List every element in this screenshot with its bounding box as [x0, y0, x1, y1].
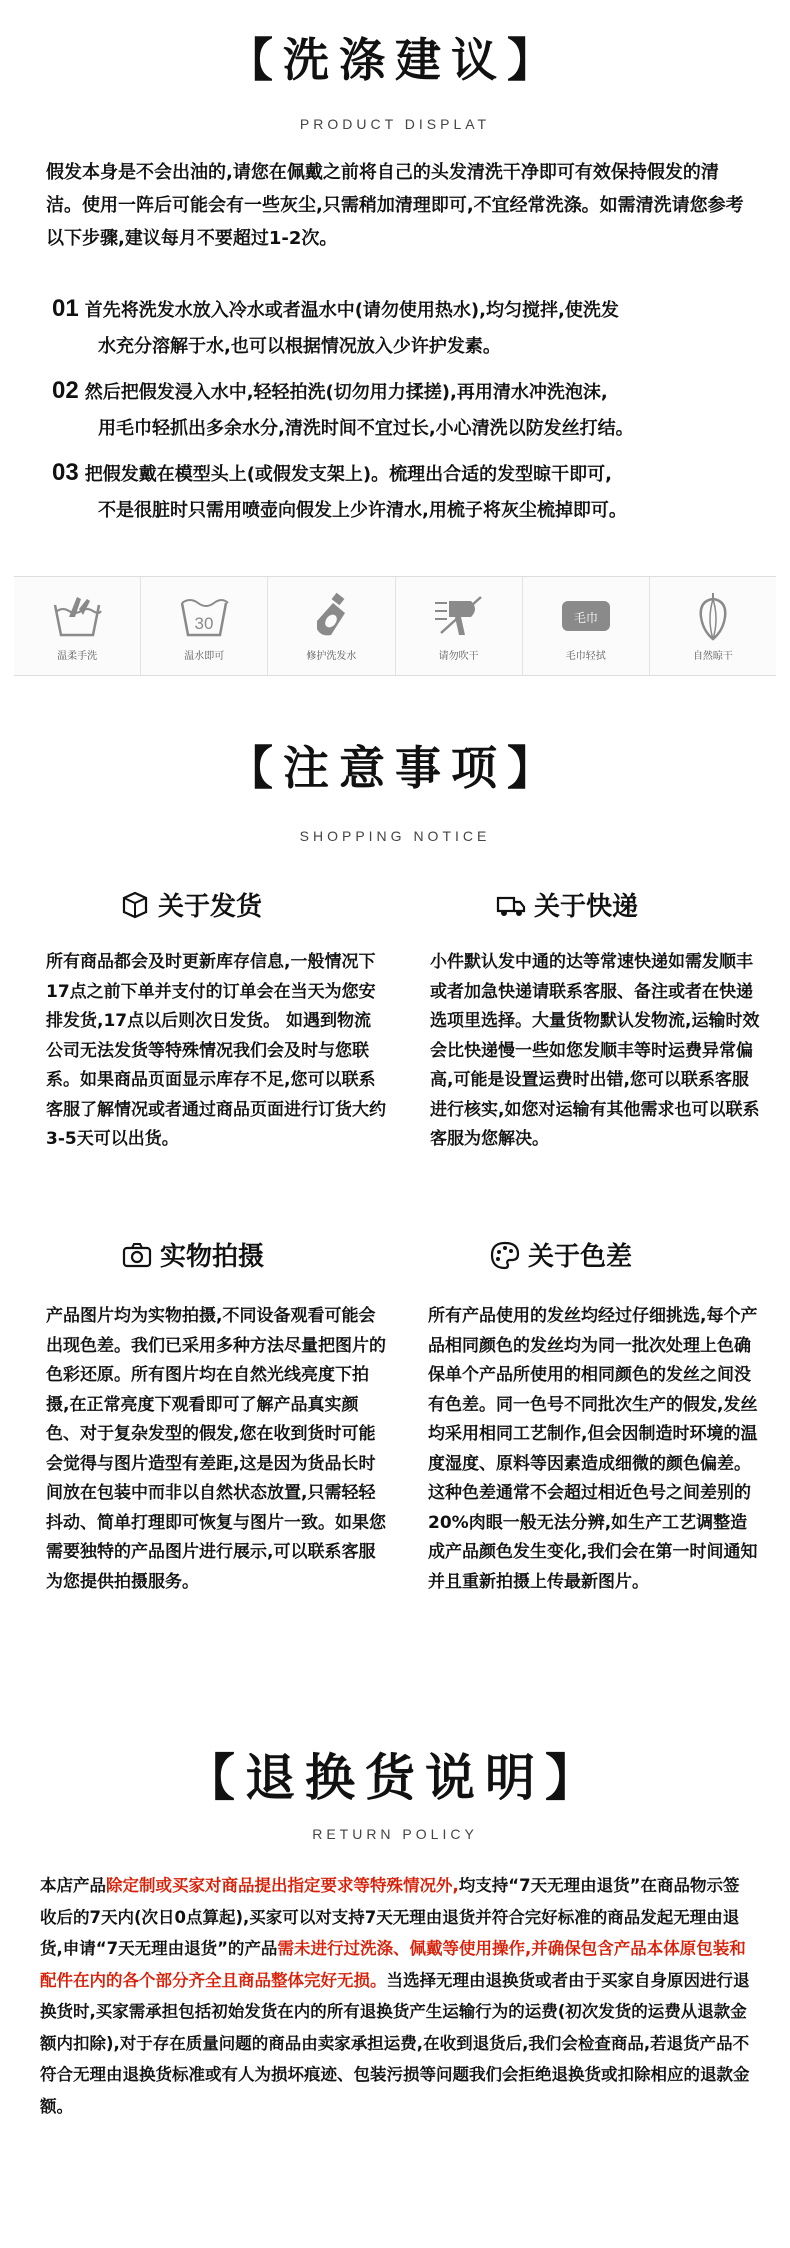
returns-policy-text	[40, 1870, 752, 2122]
step-line: 水充分溶解于水,也可以根据情况放入少许护发素。	[98, 336, 501, 357]
care-label: 温水即可	[184, 650, 225, 662]
returns-title: 【退换货说明】	[185, 1749, 605, 1807]
care-icon-text: 毛巾	[573, 610, 598, 625]
care-item-warm-water	[141, 577, 268, 675]
notice-title: 【注意事项】	[227, 741, 563, 795]
shampoo-bottle-icon	[303, 591, 359, 641]
palette-icon	[490, 1240, 520, 1270]
policy-segment: 均支持“7天无理由退货”在商品物示签收后的7天内(次日0点算起),买家可以对支持7天无理由退货并符合完好标准的商品发起无理由退货,申请“7天无理由退货”的产品	[40, 1876, 740, 1958]
wash-step-2	[52, 373, 762, 447]
step-number: 03	[52, 459, 79, 486]
wash-step-3	[52, 455, 762, 529]
step-line: 把假发戴在模型头上(或假发支架上)。梳理出合适的发型晾干即可,	[84, 464, 612, 485]
notice-body-photo: 产品图片均为实物拍摄,不同设备观看可能会出现色差。我们已采用多种方法尽量把图片的色彩还原。所有图片均在自然光线亮度下拍摄,在正常亮度下观看即可了解产品真实颜色、对于复杂发型的假发,您在收到货时可能会觉得与图片造型有差距,这是因为货品长时间放在包装中而非以自然状态放置,只需轻轻抖动、简单打理即可恢复与图片一致。如果您需要独特的产品图片进行展示,可以联系客服为您提供拍摄服务。	[46, 1306, 386, 1592]
wash-title: 【洗涤建议】	[227, 33, 563, 87]
notice-heading-color	[490, 1236, 632, 1273]
returns-subtitle: RETURN POLICY	[312, 1826, 478, 1842]
care-item-air-dry	[650, 577, 776, 675]
notice-body-delivery: 所有商品都会及时更新库存信息,一般情况下17点之前下单并支付的订单会在当天为您安排发货,17点以后则次日发货。 如遇到物流公司无法发货等特殊情况我们会及时与您联系。如果商品页面显示库存不足,您可以联系客服了解情况或者通过商品页面进行订货大约3-5天可以出货。	[46, 952, 386, 1149]
truck-icon	[496, 890, 526, 920]
wash-intro: 假发本身是不会出油的,请您在佩戴之前将自己的头发清洗干净即可有效保持假发的清洁。使用一阵后可能会有一些灰尘,只需稍加清理即可,不宜经常洗涤。如需清洗请您参考以下步骤,建议每月不要超过1-2次。	[46, 162, 744, 249]
notice-heading-label: 实物拍摄	[160, 1242, 265, 1272]
camera-icon	[122, 1240, 152, 1270]
care-label: 毛巾轻拭	[565, 650, 606, 662]
step-line: 首先将洗发水放入冷水或者温水中(请勿使用热水),均匀搅拌,使洗发	[84, 300, 619, 321]
delivery-box-icon	[120, 890, 150, 920]
hand-wash-icon	[49, 591, 105, 641]
notice-heading-label: 关于色差	[528, 1242, 633, 1272]
air-dry-icon	[685, 591, 741, 641]
care-item-shampoo	[268, 577, 395, 675]
care-icon-row	[14, 576, 776, 676]
no-hair-dryer-icon	[431, 591, 487, 641]
policy-segment-highlight: 需未进行过洗涤、佩戴等使用操作,并确保包含产品本体原包装和配件在内的各个部分齐全且商品整体完好无损。	[40, 1939, 746, 1990]
policy-segment: 本店产品	[40, 1876, 106, 1895]
policy-segment: 当选择无理由退换货或者由于买家自身原因进行退换货时,买家需承担包括初始发货在内的所有退换货产生运输行为的运费(初次发货的运费从退款金额内扣除),对于存在质量问题的商品由卖家承担运费,在收到退货后,我们会检查商品,若退货产品不符合无理由退换货标准或有人为损坏痕迹、包装污损等问题我们会拒绝退换货或扣除相应的退款金额。	[40, 1970, 750, 2116]
care-label: 请勿吹干	[438, 650, 479, 662]
step-line: 然后把假发浸入水中,轻轻拍洗(切勿用力揉搓),再用清水冲洗泡沫,	[84, 382, 608, 403]
care-item-no-dryer	[396, 577, 523, 675]
care-icon-text: 30	[194, 613, 214, 633]
step-line: 用毛巾轻抓出多余水分,清洗时间不宜过长,小心清洗以防发丝打结。	[98, 418, 634, 439]
notice-heading-label: 关于快递	[534, 892, 639, 922]
notice-subtitle: SHOPPING NOTICE	[299, 828, 491, 844]
policy-segment-highlight: 除定制或买家对商品提出指定要求等特殊情况外,	[106, 1876, 459, 1895]
care-item-towel	[523, 577, 650, 675]
care-label: 自然晾干	[692, 650, 733, 662]
care-item-hand-wash	[14, 577, 141, 675]
step-number: 01	[52, 295, 79, 322]
notice-heading-photo	[122, 1236, 264, 1273]
wash-subtitle: PRODUCT DISPLAT	[299, 116, 491, 132]
towel-icon	[558, 591, 614, 641]
notice-body-color: 所有产品使用的发丝均经过仔细挑选,每个产品相同颜色的发丝均为同一批次处理上色确保单个产品所使用的相同颜色的发丝之间没有色差。同一色号不同批次生产的假发,发丝均采用相同工艺制作,但会因制造时环境的温度湿度、原料等因素造成细微的颜色偏差。这种色差通常不会超过相近色号之间差别的20%肉眼一般无法分辨,如生产工艺调整造成产品颜色发生变化,我们会在第一时间通知并且重新拍摄上传最新图片。	[428, 1306, 758, 1592]
wash-step-1	[52, 291, 762, 365]
step-number: 02	[52, 377, 79, 404]
notice-heading-delivery	[120, 886, 262, 923]
warm-water-30-icon	[176, 591, 232, 641]
notice-body-express: 小件默认发中通的达等常速快递如需发顺丰或者加急快递请联系客服、备注或者在快递选项里选择。大量货物默认发物流,运输时效会比快递慢一些如您发顺丰等时运费异常偏高,可能是设置运费时出错,您可以联系客服进行核实,如您对运输有其他需求也可以联系客服为您解决。	[430, 952, 760, 1149]
care-label: 温柔手洗	[57, 650, 98, 662]
notice-heading-express	[496, 886, 638, 923]
step-line: 不是很脏时只需用喷壶向假发上少许清水,用梳子将灰尘梳掉即可。	[98, 500, 627, 521]
notice-heading-label: 关于发货	[158, 892, 263, 922]
care-label: 修护洗发水	[306, 650, 357, 662]
